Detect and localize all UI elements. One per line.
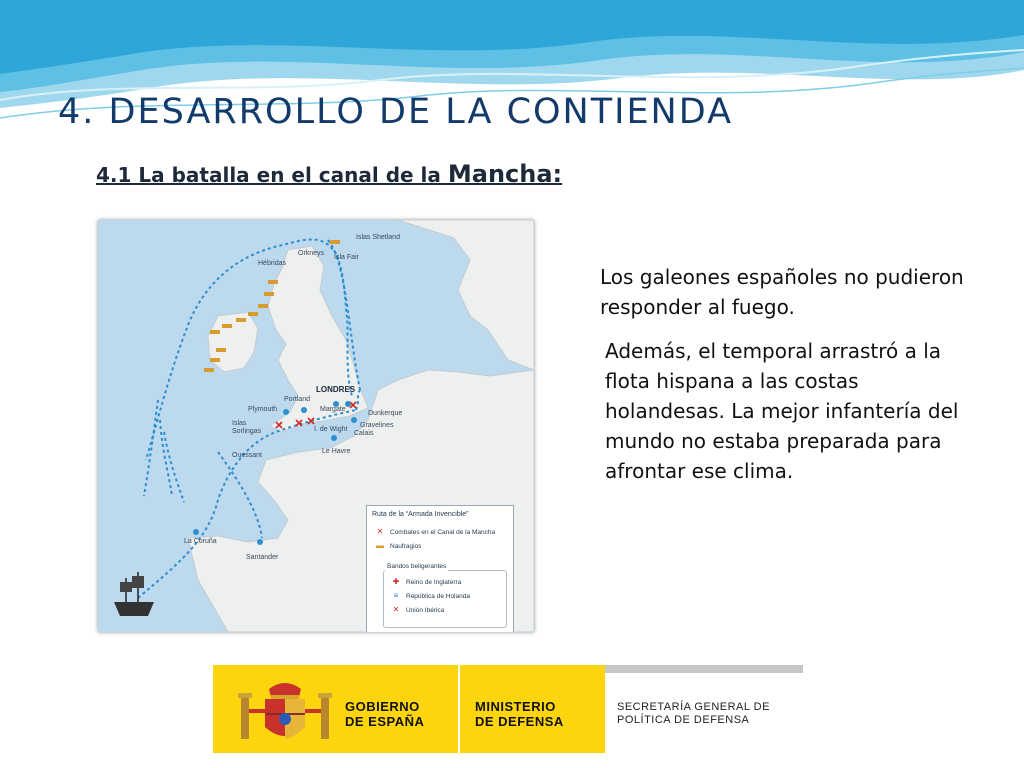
route-south	[218, 452, 262, 538]
slide-title: 4. DESARROLLO DE LA CONTIENDA	[58, 92, 734, 132]
banner-gobierno-text	[345, 699, 424, 729]
map-label-isla-fair: Isla Fair	[334, 254, 359, 261]
location-pin	[257, 539, 263, 545]
slide-subtitle	[96, 160, 562, 188]
wreck-marker	[210, 358, 220, 362]
route-branch-a	[144, 400, 158, 496]
map-label-le-havre: Le Havre	[322, 448, 351, 455]
gobierno-line-2: DE ESPAÑA	[345, 714, 425, 729]
banner-ministerio-text	[475, 699, 564, 729]
legend-label-iberica: Unión Ibérica	[406, 607, 445, 614]
location-pin	[301, 407, 307, 413]
flag-england-icon: ✚	[392, 577, 400, 587]
legend-row-iberica	[389, 606, 444, 616]
map-legend	[366, 505, 514, 632]
legend-row-combates	[373, 528, 495, 538]
map-label-portland: Portland	[284, 396, 311, 403]
route-branch-c	[164, 432, 184, 502]
map-label-gravelines: Gravelines	[360, 422, 394, 429]
banner-secretaria-text	[617, 701, 770, 727]
legend-label-naufragios: Naufragios	[390, 543, 422, 550]
slide-body	[600, 262, 980, 486]
legend-label-holanda: República de Holanda	[406, 593, 470, 600]
map-label-londres: LONDRES	[316, 385, 356, 394]
map-label-la-coruna: La Coruña	[184, 538, 217, 545]
map-label-dunkerque: Dunkerque	[368, 410, 403, 417]
gobierno-line-1: GOBIERNO	[345, 699, 420, 714]
body-paragraph-1: Los galeones españoles no pudieron responder al fuego.	[600, 265, 964, 319]
location-pin	[351, 417, 357, 423]
land-scandinavia	[398, 220, 534, 370]
map-label-orkneys: Orkneys	[298, 250, 325, 257]
subtitle-text: 4.1 La batalla en el canal de la	[96, 163, 448, 187]
legend-row-inglaterra	[389, 578, 461, 588]
location-pin	[193, 529, 199, 535]
wreck-marker	[268, 280, 278, 284]
ministerio-line-2: DE DEFENSA	[475, 714, 564, 729]
legend-title: Ruta de la “Armada Invencible”	[372, 511, 469, 518]
wreck-marker	[248, 312, 258, 316]
banner-divider	[458, 665, 460, 753]
map-label-islas-sorlingas: Islas Sorlingas	[232, 420, 262, 435]
subtitle-emphasis: Mancha:	[447, 160, 563, 188]
wreck-marker	[216, 348, 226, 352]
body-paragraph-2: Además, el temporal arrastró a la flota hispana a las costas holandesas. La mejor infantería del mundo no estaba preparada para afrontar ese clima.	[605, 339, 959, 483]
map-label-calais: Calais	[354, 430, 374, 437]
map-label-santander: Santander	[246, 554, 279, 561]
galleon-ship-icon	[114, 572, 154, 616]
wreck-marker	[264, 292, 274, 296]
legend-label-inglaterra: Reino de Inglaterra	[406, 579, 462, 586]
map-label-ouessant: Ouessant	[232, 452, 262, 459]
map-label-plymouth: Plymouth	[248, 406, 278, 413]
combat-legend-icon: ✕	[376, 527, 384, 537]
wreck-marker	[222, 324, 232, 328]
wreck-marker	[204, 368, 214, 372]
legend-bandos-title: Bandos beligerantes	[387, 563, 447, 570]
map-label-isla-de-wight: I. de Wight	[314, 426, 348, 433]
banner-grey-strip	[605, 665, 803, 673]
location-pin	[331, 435, 337, 441]
secretaria-line-2: POLÍTICA DE DEFENSA	[617, 714, 750, 726]
wreck-legend-icon: ▬	[376, 541, 384, 551]
armada-route-map	[98, 220, 534, 632]
legend-row-naufragios	[373, 542, 421, 552]
land-ireland	[208, 312, 258, 372]
government-banner	[213, 665, 803, 753]
flag-holland-icon: ≡	[393, 591, 399, 601]
wreck-marker	[330, 240, 340, 244]
flag-iberian-icon: ✕	[392, 605, 400, 615]
location-pin	[283, 409, 289, 415]
spain-coat-of-arms-icon	[235, 679, 335, 745]
wreck-marker	[210, 330, 220, 334]
ministerio-line-1: MINISTERIO	[475, 699, 556, 714]
legend-label-combates: Combates en el Canal de la Mancha	[390, 529, 496, 536]
map-label-islas-shetland: Islas Shetland	[356, 234, 400, 241]
map-label-margate: Margate	[320, 406, 346, 413]
wreck-marker	[258, 304, 268, 308]
secretaria-line-1: SECRETARÍA GENERAL DE	[617, 701, 770, 713]
legend-row-holanda	[389, 592, 470, 602]
map-label-hebridas: Hébridas	[258, 260, 287, 267]
wreck-marker	[236, 318, 246, 322]
